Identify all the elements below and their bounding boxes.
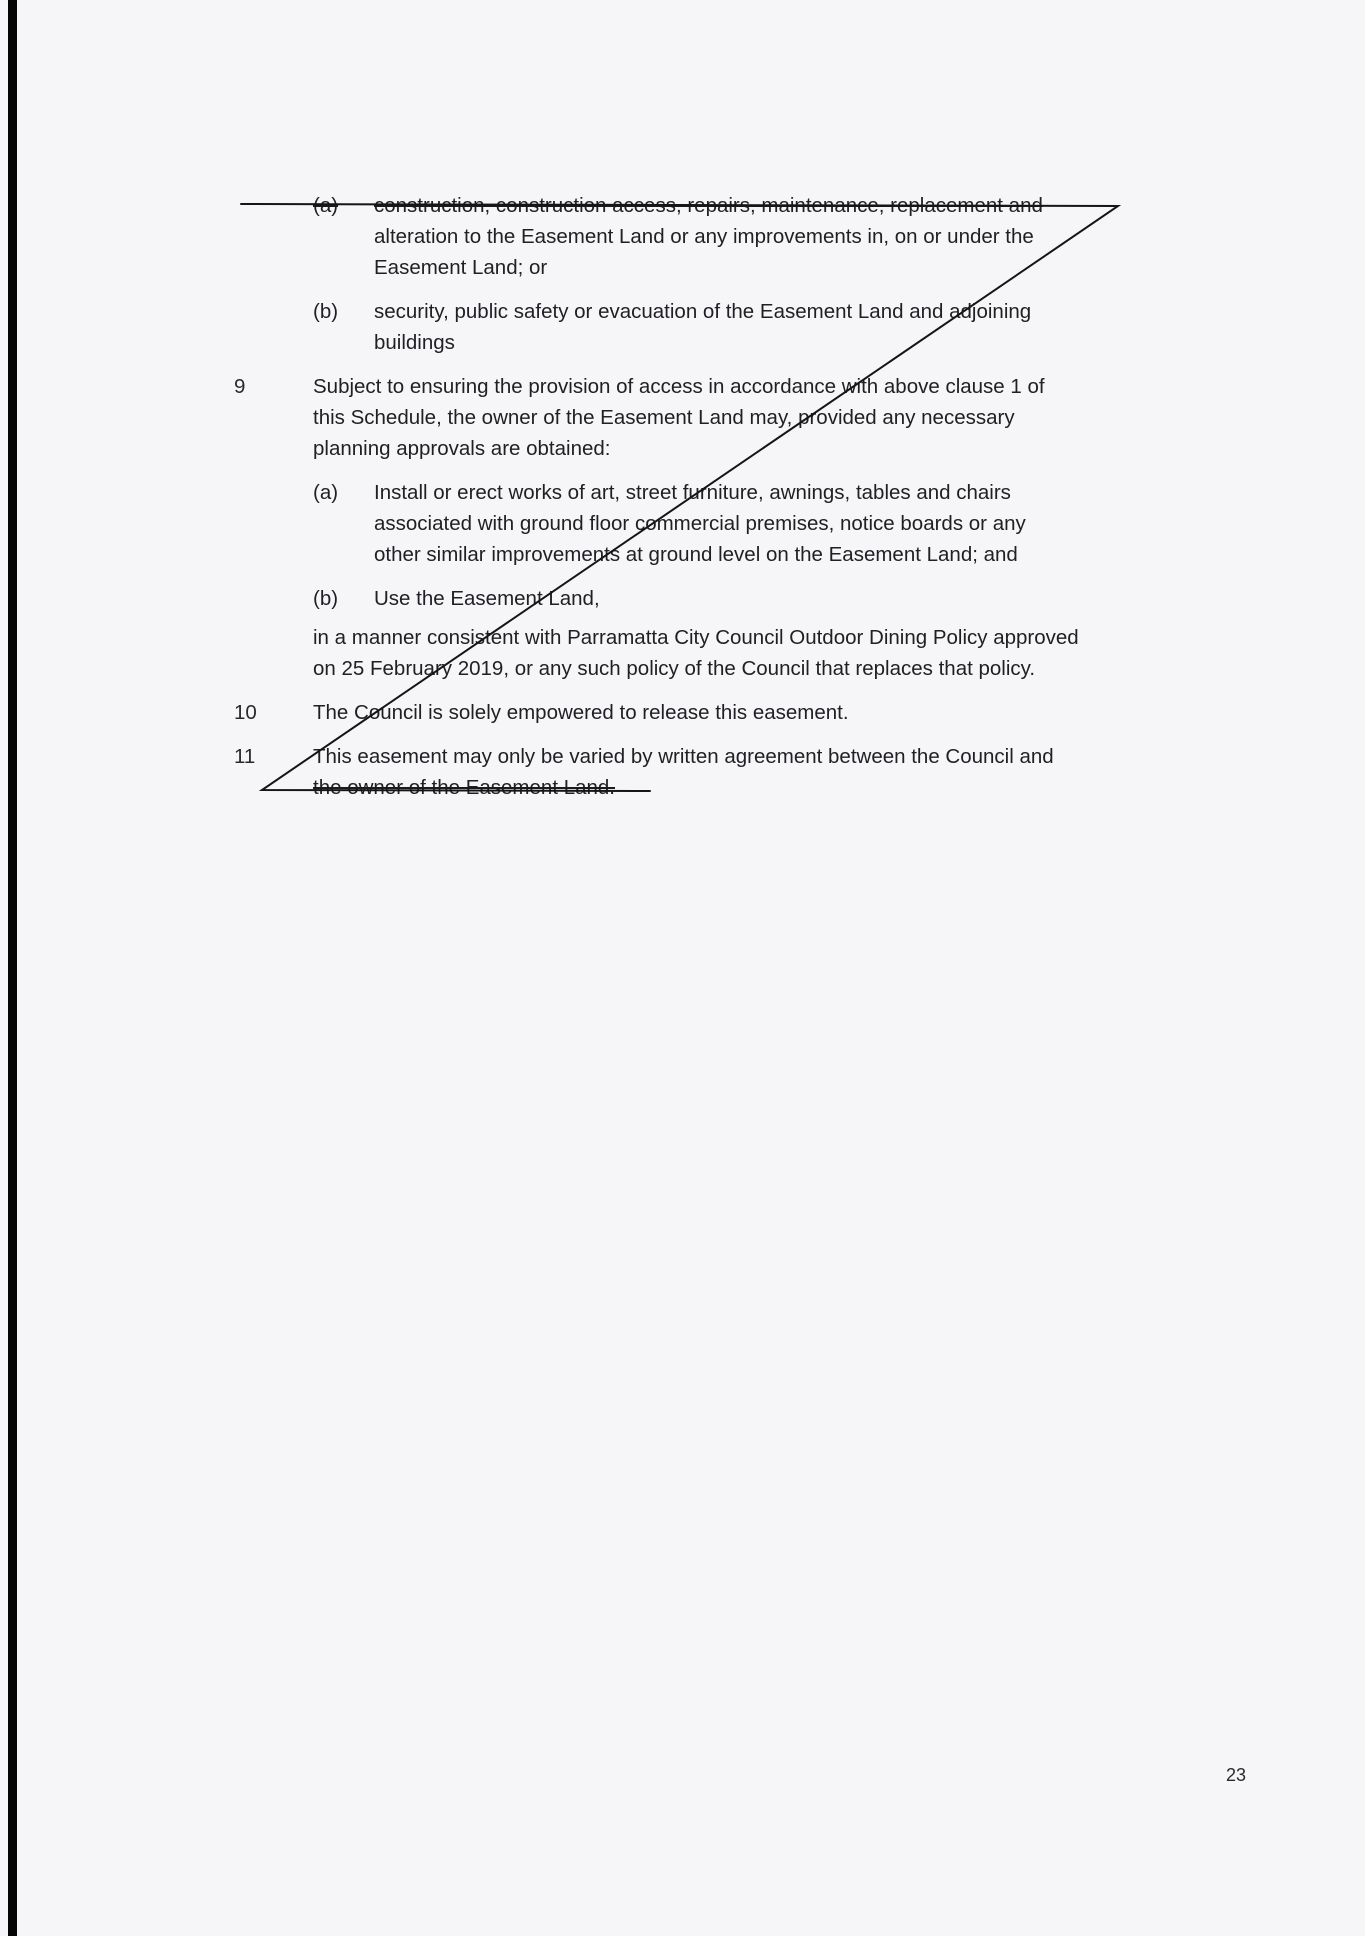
clause-9a-label: (a) [313, 481, 339, 504]
clause-11-line-1: This easement may only be varied by written agreement between the Council and [313, 745, 1054, 768]
clause-8a-line-3: Easement Land; or [374, 256, 548, 279]
clause-8a-line-2: alteration to the Easement Land or any improvements in, on or under the [374, 225, 1034, 248]
clause-9b-line-1: Use the Easement Land, [374, 587, 600, 610]
clause-11-number: 11 [234, 745, 256, 768]
clause-8b-label: (b) [313, 300, 339, 323]
clause-8b-line-2: buildings [374, 331, 455, 354]
clause-9-line-1: Subject to ensuring the provision of access in accordance with above clause 1 of [313, 375, 1045, 398]
clause-9a-line-2: associated with ground floor commercial premises, notice boards or any [374, 512, 1026, 535]
clause-10-number: 10 [234, 701, 257, 724]
clause-8b-line-1: security, public safety or evacuation of the Easement Land and adjoining [374, 300, 1032, 323]
clause-8a-label: (a) [313, 194, 339, 217]
clause-8a-line-1: construction, construction access, repairs, maintenance, replacement and [374, 194, 1043, 217]
page-number: 23 [1226, 1765, 1247, 1785]
clause-9-closing-line-2: on 25 February 2019, or any such policy of the Council that replaces that policy. [313, 657, 1036, 680]
clause-9-line-3: planning approvals are obtained: [313, 437, 611, 460]
clause-9a-line-1: Install or erect works of art, street furniture, awnings, tables and chairs [374, 481, 1011, 504]
clause-10-text: The Council is solely empowered to release this easement. [313, 701, 849, 724]
clause-11-line-2: the owner of the Easement Land. [313, 776, 616, 799]
clause-9b-label: (b) [313, 587, 339, 610]
clause-9-line-2: this Schedule, the owner of the Easement Land may, provided any necessary [313, 406, 1015, 429]
clause-9-closing-line-1: in a manner consistent with Parramatta City Council Outdoor Dining Policy approved [313, 626, 1079, 649]
clause-9a-line-3: other similar improvements at ground level on the Easement Land; and [374, 543, 1018, 566]
clause-9-number: 9 [234, 375, 246, 398]
scan-binding-edge [8, 0, 17, 1936]
